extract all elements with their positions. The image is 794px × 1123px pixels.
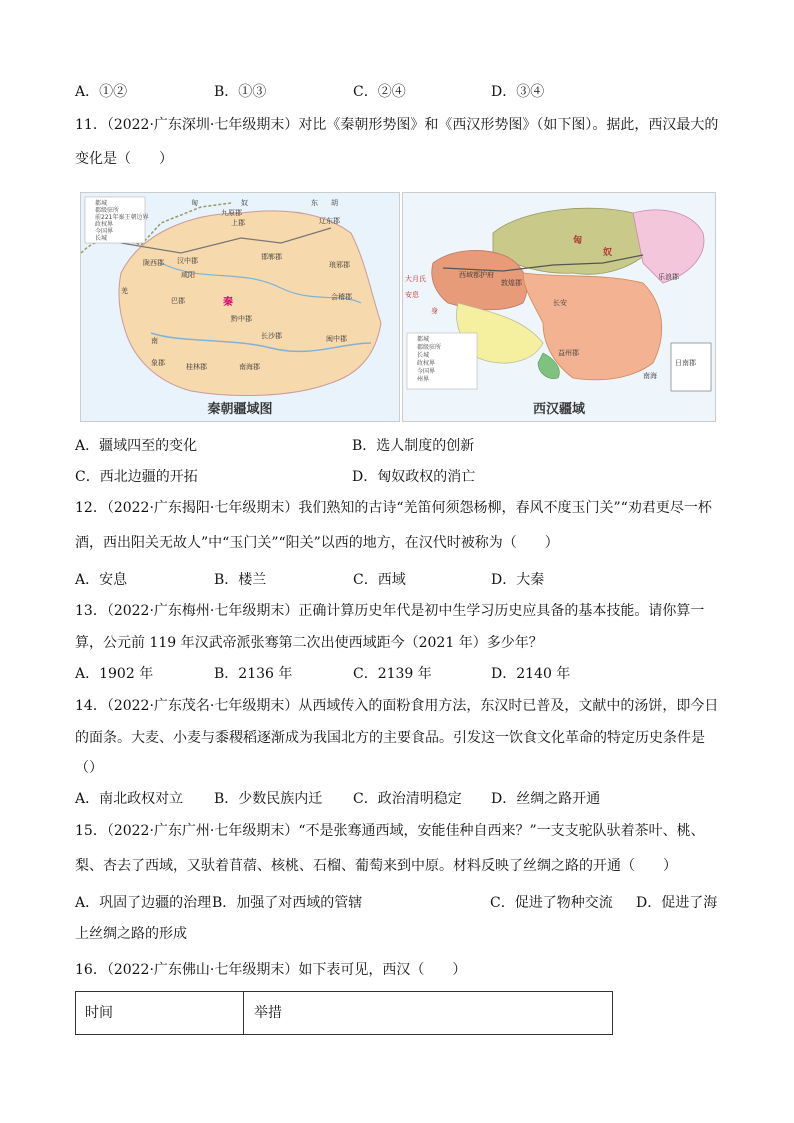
q15-option-d[interactable]: D．促进了海 [636, 895, 718, 911]
svg-text:郡级驻所: 郡级驻所 [417, 344, 442, 351]
svg-text:羌: 羌 [121, 287, 128, 295]
q16-table [75, 991, 613, 1035]
q16-stem-line1: 16．（2022·广东佛山·七年级期末）如下表可见，西汉（ ） [75, 962, 467, 978]
q15-option-a[interactable]: A．巩固了边疆的治理 [75, 895, 212, 911]
q11-stem-line2: 变化是（ ） [75, 151, 173, 167]
q14-stem-line2: 的面条。大麦、小麦与黍稷稻逐渐成为我国北方的主要食品。引发这一饮食文化革命的特定历史条件是 [75, 730, 705, 746]
svg-text:上郡: 上郡 [231, 219, 245, 227]
q11-maps [80, 192, 720, 420]
q11-option-d[interactable]: D．匈奴政权的消亡 [352, 469, 476, 485]
svg-text:长安: 长安 [553, 299, 567, 307]
svg-text:政权界: 政权界 [417, 360, 436, 367]
svg-text:会稽郡: 会稽郡 [331, 293, 352, 301]
svg-text:陇西郡: 陇西郡 [143, 259, 164, 267]
svg-text:益州郡: 益州郡 [558, 349, 579, 357]
svg-text:南海: 南海 [643, 372, 657, 380]
svg-text:日南郡: 日南郡 [675, 359, 696, 367]
q13-option-c[interactable]: C．2139 年 [353, 666, 432, 682]
qin-legend-border: 前221年秦王朝边界 [95, 214, 149, 221]
q15-option-d-continued: 上丝绸之路的形成 [75, 926, 187, 942]
svg-text:身: 身 [431, 307, 438, 315]
svg-text:匈: 匈 [191, 199, 198, 207]
svg-text:大月氏: 大月氏 [405, 275, 426, 283]
q14-option-d[interactable]: D．丝绸之路开通 [491, 791, 601, 807]
qin-map [80, 192, 400, 422]
qin-legend-regime: 政权界 [95, 221, 114, 228]
qin-legend-wall: 长城 [95, 235, 108, 242]
q14-option-a[interactable]: A．南北政权对立 [75, 791, 184, 807]
svg-text:邯郸郡: 邯郸郡 [261, 253, 282, 261]
svg-text:秦: 秦 [223, 297, 233, 308]
qin-map-graphic [81, 193, 399, 421]
q13-stem-line2: 算，公元前 119 年汉武帝派张骞第二次出使西域距今（2021 年）多少年？ [75, 635, 543, 651]
q12-option-b[interactable]: B．楼兰 [214, 572, 267, 588]
svg-text:州界: 州界 [417, 376, 430, 383]
svg-text:匈: 匈 [573, 236, 583, 246]
q12-option-a[interactable]: A．安息 [75, 572, 128, 588]
svg-text:乐浪郡: 乐浪郡 [658, 273, 679, 281]
svg-text:汉中郡: 汉中郡 [177, 257, 198, 265]
svg-text:桂林郡: 桂林郡 [186, 363, 207, 371]
svg-text:九原郡: 九原郡 [221, 209, 242, 217]
q13-stem-line1: 13．（2022·广东梅州·七年级期末）正确计算历史年代是初中生学习历史应具备的基本技能。请你算一 [75, 603, 705, 619]
svg-text:长沙郡: 长沙郡 [261, 332, 282, 340]
svg-text:南: 南 [151, 337, 158, 345]
svg-text:南海郡: 南海郡 [239, 363, 260, 371]
han-map [402, 192, 716, 422]
q14-option-b[interactable]: B．少数民族内迁 [214, 791, 323, 807]
svg-text:东: 东 [311, 199, 318, 207]
svg-text:长城: 长城 [417, 352, 430, 359]
q15-option-c[interactable]: C．促进了物种交流 [490, 895, 613, 911]
q15-stem-line2: 梨、杏去了西域，又驮着苜蓿、核桃、石榴、葡萄来到中原。材料反映了丝绸之路的开通（ ） [75, 858, 677, 874]
svg-text:辽东郡: 辽东郡 [319, 217, 340, 225]
svg-text:奴: 奴 [241, 199, 248, 207]
q14-option-c[interactable]: C．政治清明稳定 [353, 791, 462, 807]
qin-map-caption: 秦朝疆域图 [207, 402, 273, 417]
svg-text:琅邪郡: 琅邪郡 [329, 261, 350, 269]
svg-text:闽中郡: 闽中郡 [326, 335, 347, 343]
q10-option-a[interactable]: A．①② [75, 84, 128, 100]
q14-stem-line1: 14．（2022·广东茂名·七年级期末）从西域传入的面粉食用方法，东汉时已普及，文献中的汤饼，即今日 [75, 698, 719, 714]
q13-option-d[interactable]: D．2140 年 [491, 666, 571, 682]
q12-option-d[interactable]: D．大秦 [491, 572, 545, 588]
svg-text:黔中郡: 黔中郡 [231, 315, 252, 323]
svg-text:西域都护府: 西域都护府 [459, 271, 494, 279]
q13-option-b[interactable]: B．2136 年 [214, 666, 293, 682]
svg-text:咸阳: 咸阳 [181, 271, 195, 279]
q11-stem-line1: 11．（2022·广东深圳·七年级期末）对比《秦朝形势图》和《西汉形势图》（如下图）。据此，西汉最大的 [75, 117, 719, 133]
q16-table-header-measures: 举措 [254, 1005, 282, 1021]
qin-legend-capital: 都城 [95, 200, 108, 207]
svg-text:都城: 都城 [417, 336, 430, 343]
svg-text:敦煌郡: 敦煌郡 [501, 279, 522, 287]
svg-text:奴: 奴 [603, 248, 613, 258]
svg-text:象郡: 象郡 [151, 359, 165, 367]
q12-stem-line2: 酒，西出阳关无故人”中“玉门关”“阳关”以西的地方，在汉代时被称为（ ） [75, 535, 559, 551]
q11-option-a[interactable]: A．疆域四至的变化 [75, 438, 198, 454]
qin-legend-modern: 今国界 [95, 228, 114, 235]
q14-stem-line3: （） [75, 760, 103, 776]
han-map-caption: 西汉疆域 [532, 402, 585, 417]
q13-option-a[interactable]: A．1902 年 [75, 666, 154, 682]
qin-legend-prefecture: 郡级驻所 [95, 207, 120, 214]
q15-stem-line1: 15．（2022·广东广州·七年级期末）“不是张骞通西域，安能佳种自西来？”一支支驼队驮着茶叶、桃、 [75, 823, 705, 839]
q15-option-b[interactable]: B．加强了对西域的管辖 [212, 895, 363, 911]
svg-text:安息: 安息 [405, 291, 419, 299]
svg-text:胡: 胡 [331, 199, 338, 207]
q11-option-b[interactable]: B．选人制度的创新 [352, 438, 475, 454]
svg-text:巴郡: 巴郡 [171, 297, 185, 305]
han-map-graphic [403, 193, 715, 421]
q10-option-c[interactable]: C．②④ [353, 84, 406, 100]
q12-option-c[interactable]: C．西域 [353, 572, 406, 588]
q16-table-header-time: 时间 [85, 1005, 113, 1021]
q10-option-b[interactable]: B．①③ [214, 84, 267, 100]
svg-text:今国界: 今国界 [417, 368, 436, 375]
q10-option-d[interactable]: D．③④ [491, 84, 545, 100]
q11-option-c[interactable]: C．西北边疆的开拓 [75, 469, 198, 485]
q12-stem-line1: 12．（2022·广东揭阳·七年级期末）我们熟知的古诗“羌笛何须怨杨柳，春风不度玉门关”“劝君更尽一杯 [75, 500, 712, 516]
